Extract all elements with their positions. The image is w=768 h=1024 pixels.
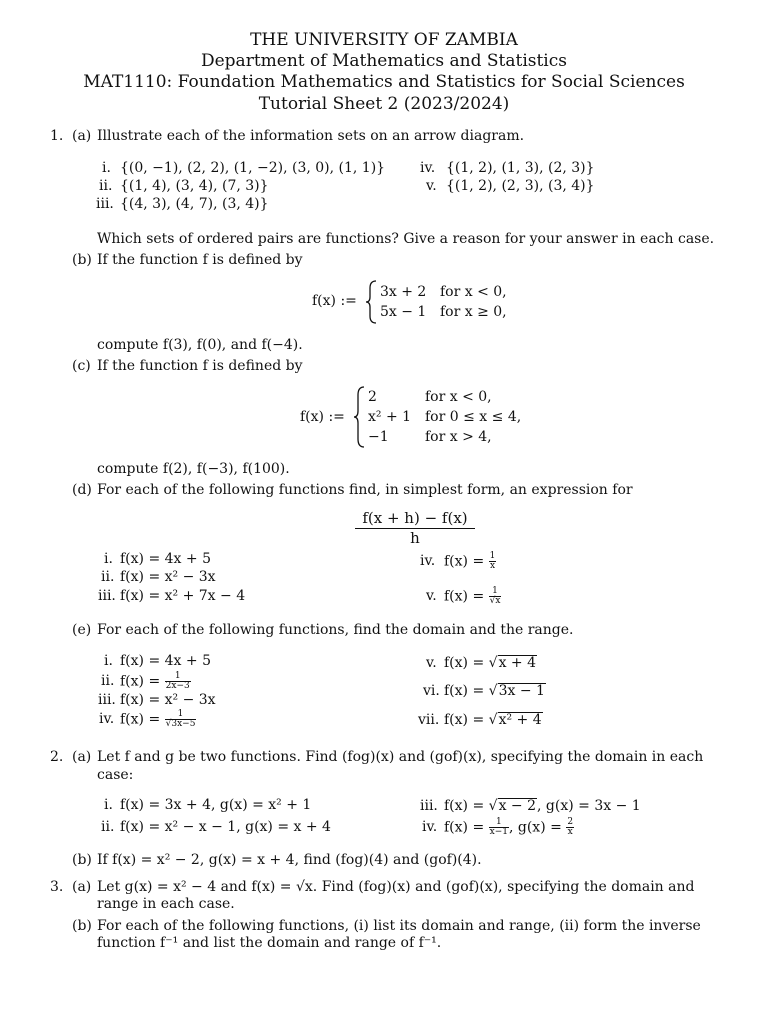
function-lhs: f(x) = [444,553,485,570]
case-expression: 3x + 2 [380,284,427,300]
q2b-label: (b) [72,852,92,868]
q2a-text: Let f and g be two functions. Find (fog)(x) and (gof)(x), specifying the domain in each [97,749,704,765]
item-label: vi. [423,683,440,699]
q1b-text: If the function f is defined by [97,252,303,268]
case-condition: for 0 ≤ x ≤ 4, [425,409,522,425]
set-label: ii. [99,178,113,194]
function-lhs: f(x) = √ [444,655,498,671]
fraction-denominator: √x [489,596,501,606]
item-function: f(x) = x² − 3x [120,692,216,708]
case-condition: for x > 4, [425,429,492,445]
q2a-label: (a) [72,749,92,765]
q2-number: 2. [50,749,64,765]
item-function [444,682,546,700]
case-expression: x² + 1 [368,409,412,425]
fraction [489,552,497,571]
q1d-text: For each of the following functions find, in simplest form, an expression for [97,482,633,498]
item-function: f(x) = x² − x − 1, g(x) = x + 4 [120,819,331,835]
item-label: iv. [422,819,438,835]
set-value: {(4, 3), (4, 7), (3, 4)} [120,196,269,212]
case-expression: −1 [368,429,389,445]
function-rest: , g(x) = [508,819,562,836]
item-function [444,818,574,837]
item-function [444,711,543,729]
q1b-cases [380,282,507,322]
item-function: f(x) = 3x + 4, g(x) = x² + 1 [120,797,312,813]
set-label: i. [102,160,111,176]
difference-quotient [355,509,475,547]
fraction [489,587,502,606]
item-function: f(x) = x² + 7x − 4 [120,588,246,604]
radicand: x + 4 [498,655,536,671]
fraction-numerator: 2 [567,817,574,827]
q1b-label: (b) [72,252,92,268]
q1b-function-lhs: f(x) := [312,293,357,309]
item-label: i. [104,797,113,813]
q1e-label: (e) [72,622,92,638]
q3a-text: Let g(x) = x² − 4 and f(x) = √x. Find (fog)(x) and (gof)(x), specifying the domain and [97,879,695,895]
fraction-denominator: 2x−3 [165,681,190,691]
fraction-numerator: 1 [495,817,502,827]
item-label: ii. [101,819,115,835]
fraction-denominator: x [489,561,496,571]
radicand: x − 2 [498,798,536,814]
item-function [444,654,537,672]
fraction-numerator: 1 [174,671,181,681]
item-function: f(x) = 4x + 5 [120,653,211,669]
function-lhs: f(x) = √ [444,683,498,699]
fraction-denominator: √3x−5 [165,719,196,729]
item-function [444,587,501,606]
q1c-text: If the function f is defined by [97,358,303,374]
university-title: THE UNIVERSITY OF ZAMBIA [250,30,518,50]
q3a-text-cont: range in each case. [97,896,235,912]
fraction-numerator: 1 [489,551,496,561]
q1b-brace-icon [364,280,378,324]
q1a-text: Illustrate each of the information sets on an arrow diagram. [97,128,525,144]
q3a-label: (a) [72,879,92,895]
fraction-denominator: x [567,827,573,837]
q3-number: 3. [50,879,64,895]
q1c-compute: compute f(2), f(−3), f(100). [97,461,290,477]
item-label: v. [426,588,437,604]
function-lhs: f(x) = [120,711,161,728]
function-lhs: f(x) = √ [444,798,498,814]
item-function: f(x) = 4x + 5 [120,551,211,567]
set-label: v. [426,178,437,194]
item-function [444,797,641,815]
q1e-text: For each of the following functions, find the domain and the range. [97,622,574,638]
fraction [566,818,574,837]
set-value: {(0, −1), (2, 2), (1, −2), (3, 0), (1, 1)} [120,160,386,176]
set-label: iv. [420,160,436,176]
item-label: i. [104,653,113,669]
q1a-label: (a) [72,128,92,144]
q2b-text: If f(x) = x² − 2, g(x) = x + 4, find (fog)(4) and (gof)(4). [97,852,482,868]
item-label: iii. [98,692,116,708]
function-lhs: f(x) = [120,673,161,690]
q1c-label: (c) [72,358,91,374]
set-label: iii. [96,196,114,212]
q1d-label: (d) [72,482,92,498]
case-expression: 2 [368,389,377,405]
case-condition: for x < 0, [425,389,492,405]
q1a-question: Which sets of ordered pairs are functions? Give a reason for your answer in each case. [97,231,715,247]
set-value: {(1, 4), (3, 4), (7, 3)} [120,178,269,194]
q3b-label: (b) [72,918,92,934]
item-label: iii. [98,588,116,604]
sheet-title: Tutorial Sheet 2 (2023/2024) [258,94,510,114]
item-label: vii. [418,712,440,728]
item-label: i. [104,551,113,567]
difference-quotient-denominator: h [410,529,420,547]
course-title: MAT1110: Foundation Mathematics and Statistics for Social Sciences [83,72,685,92]
q1c-function-lhs: f(x) := [300,409,345,425]
q1b-compute: compute f(3), f(0), and f(−4). [97,337,303,353]
department-title: Department of Mathematics and Statistics [200,51,567,71]
item-function [120,710,196,729]
case-condition: for x < 0, [440,284,507,300]
item-function [444,552,496,571]
item-function: f(x) = x² − 3x [120,569,216,585]
item-label: ii. [101,569,115,585]
fraction-denominator: x−1 [489,827,508,837]
item-label: iv. [99,711,115,727]
function-lhs: f(x) = √ [444,712,498,728]
case-expression: 5x − 1 [380,304,427,320]
fraction [165,710,197,729]
case-condition: for x ≥ 0, [440,304,507,320]
q1c-cases [368,387,521,447]
q3b-text: For each of the following functions, (i) list its domain and range, (ii) form the inverse [97,918,701,934]
radicand: x² + 4 [498,712,542,728]
set-value: {(1, 2), (2, 3), (3, 4)} [446,178,595,194]
item-label: v. [426,655,437,671]
item-label: ii. [101,673,115,689]
item-label: iii. [420,798,438,814]
fraction [489,818,509,837]
q3b-text-cont: function f⁻¹ and list the domain and range of f⁻¹. [97,935,442,951]
item-function [120,672,191,691]
function-lhs: f(x) = [444,819,485,836]
q2a-text-cont: case: [97,767,134,783]
item-label: iv. [420,553,436,569]
fraction-numerator: 1 [492,586,498,596]
set-value: {(1, 2), (1, 3), (2, 3)} [446,160,595,176]
q1c-brace-icon [352,386,366,448]
q1-number: 1. [50,128,64,144]
difference-quotient-numerator: f(x + h) − f(x) [355,509,475,529]
fraction-numerator: 1 [177,709,184,719]
function-lhs: f(x) = [444,588,485,605]
fraction [165,672,191,691]
function-rest: , g(x) = 3x − 1 [537,798,641,814]
radicand: 3x − 1 [498,683,545,699]
